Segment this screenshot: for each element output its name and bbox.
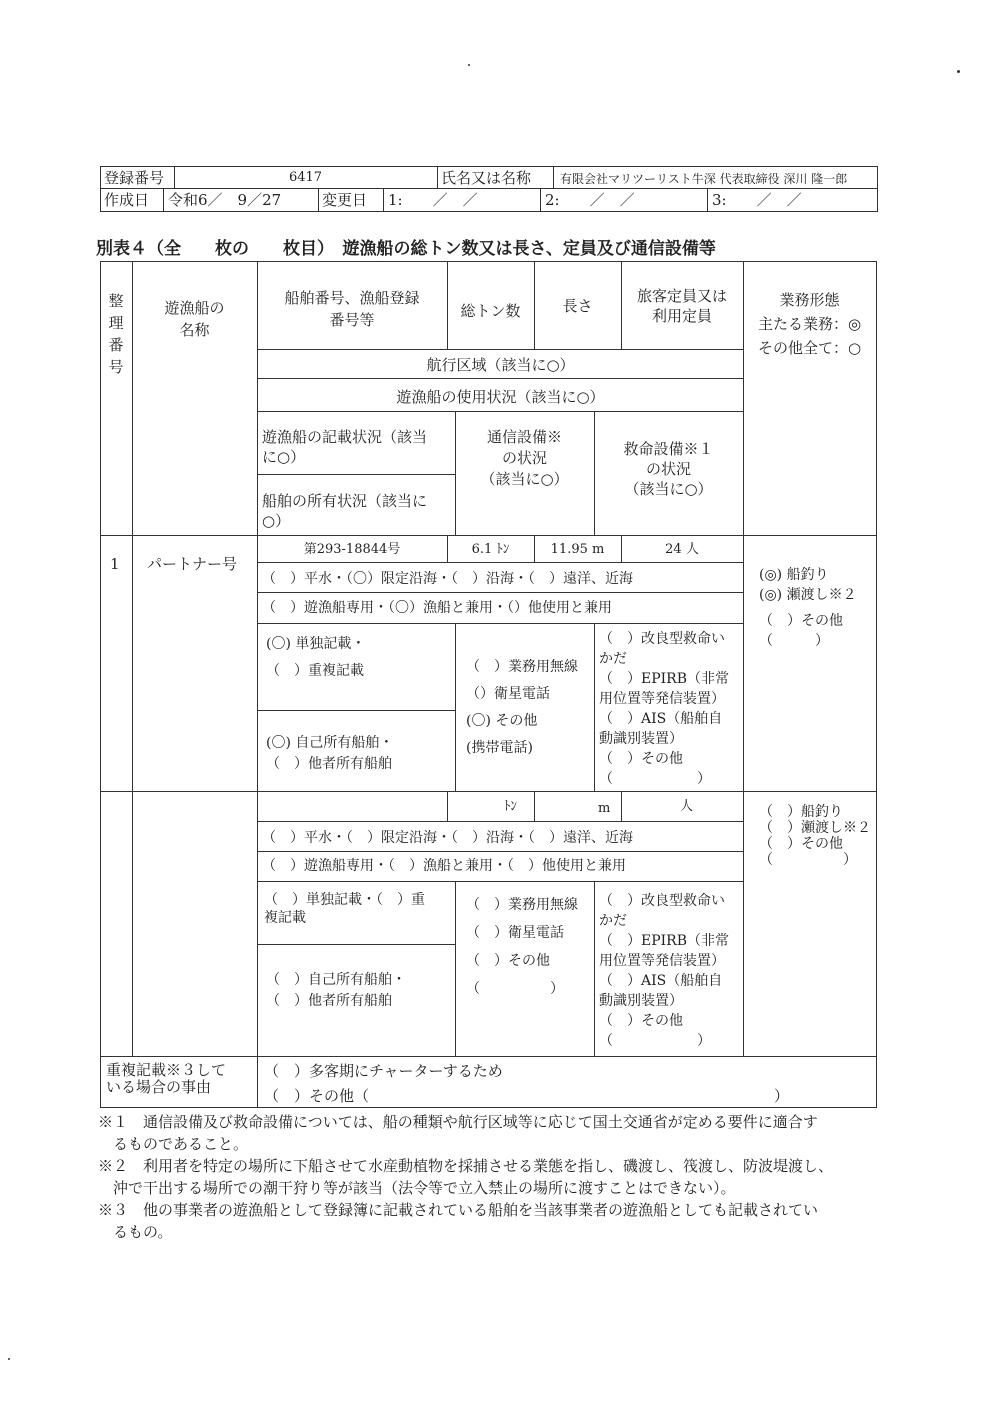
entry2-tonnage: ﾄﾝ	[504, 799, 517, 814]
entry2-business: （ ）船釣り （ ）瀬渡し※２ （ ）その他 （ ）	[759, 804, 871, 868]
col-seq: 整 理 番 号	[108, 292, 124, 376]
col-business: 業務形態 主たる業務：◎ その他全て：○	[757, 291, 862, 357]
reg-value: 6417	[288, 170, 323, 185]
col-comm: 通信設備※ の状況 （該当に○）	[480, 428, 569, 488]
col-ship-no: 船舶番号、漁船登録 番号等	[284, 289, 420, 329]
changed-label: 変更日	[322, 191, 368, 209]
entry2-capacity: 人	[680, 799, 694, 814]
col-ownership: 船舶の所有状況（該当に ○）	[262, 492, 428, 530]
entry1-seq: 1	[110, 555, 120, 573]
footnote-line: ※２ 利用者を特定の場所に下船させて水産動植物を採捕させる業態を指し、磯渡し、筏渡し、防波堤渡し、	[98, 1157, 834, 1175]
entry1-comm: （ ）業務用無線 （）衛星電話 (〇) その他 (携帯電話)	[466, 659, 578, 756]
entry2-usage: （ ）遊漁船専用・（ ）漁船と兼用・（ ）他使用と兼用	[262, 858, 626, 874]
entry2-ownership: （ ）自己所有船舶・ （ ）他者所有船舶	[266, 972, 406, 1009]
footnote-line: ※１ 通信設備及び救命設備については、船の種類や航行区域等に応じて国土交通省が定める要件に適合す	[98, 1113, 818, 1131]
col-capacity: 旅客定員又は 利用定員	[636, 287, 727, 325]
entry2-listing: （ ）単独記載・（ ）重 複記載	[264, 892, 425, 926]
footnotes	[98, 1111, 833, 1243]
change-1: 1: ／ ／	[388, 191, 478, 209]
reg-label: 登録番号	[104, 169, 165, 187]
duplicate-option-charter: （ ）多客期にチャーターするため	[264, 1062, 503, 1080]
entry2-comm: （ ）業務用無線 （ ）衛星電話 （ ）その他 （ ）	[466, 897, 578, 997]
change-2: 2: ／ ／	[545, 191, 635, 209]
footnote-line: ※３ 他の事業者の遊漁船として登録簿に記載されている船舶を当該事業者の遊漁船としても記載されてい	[98, 1201, 819, 1219]
col-listing: 遊漁船の記載状況（該当 に○）	[262, 428, 428, 466]
name-value: 有限会社マリツーリスト牛深 代表取締役 深川 隆一郎	[560, 172, 848, 186]
col-tonnage: 総トン数	[460, 302, 521, 320]
entry1-rescue: （ ）改良型救命い かだ （ ）EPIRB（非常 用位置等発信装置） （ ）AIS（船舶自 動識別装置） （ ）その他 （ ）	[599, 631, 729, 787]
entry1-length: 11.95 m	[550, 542, 605, 557]
footnote-line: るものであること。	[98, 1135, 249, 1153]
col-usage: 遊漁船の使用状況（該当に○）	[396, 388, 605, 406]
col-length: 長さ	[562, 297, 593, 315]
duplicate-label: 重複記載※３して いる場合の事由	[106, 1061, 227, 1096]
scan-speck	[957, 70, 960, 73]
entry2-area: （ ）平水・（ ）限定沿海・（ ）沿海・（ ）遠洋、近海	[262, 830, 633, 846]
entry2-length: m	[598, 801, 611, 816]
page-title: 別表４（全 枚の 枚目） 遊漁船の総トン数又は長さ、定員及び通信設備等	[96, 239, 716, 259]
entry1-listing: (〇) 単独記載・ （ ）重複記載	[266, 636, 366, 679]
entry1-capacity: 24 人	[665, 542, 699, 557]
entry1-area: （ ）平水・（〇）限定沿海・（ ）沿海・（ ）遠洋、近海	[262, 571, 633, 587]
col-boat-name: 遊漁船の 名称	[164, 299, 225, 339]
footnote-line: 沖で干出する場所での潮干狩り等が該当（法令等で立入禁止の場所に渡すことはできない）。	[98, 1179, 736, 1197]
entry1-name: パートナー号	[147, 555, 238, 573]
entry2-rescue: （ ）改良型救命い かだ （ ）EPIRB（非常 用位置等発信装置） （ ）AIS（船舶自 動識別装置） （ ）その他 （ ）	[599, 893, 729, 1049]
entry1-usage: （ ）遊漁船専用・（〇）漁船と兼用・（）他使用と兼用	[262, 600, 612, 616]
scan-speck	[8, 1358, 10, 1360]
created-value: 令和6／ 9／27	[168, 191, 282, 209]
scan-speck	[468, 64, 470, 66]
name-label: 氏名又は名称	[441, 169, 532, 187]
entry1-ship-no: 第293-18844号	[303, 542, 401, 557]
duplicate-option-other: （ ）その他（ ）	[264, 1087, 790, 1105]
col-rescue: 救命設備※１ の状況 （該当に○）	[623, 440, 714, 498]
footnote-line: るもの。	[98, 1223, 173, 1241]
change-3: 3: ／ ／	[712, 191, 802, 209]
entry1-tonnage: 6.1 ﾄﾝ	[471, 542, 510, 557]
entry1-business: (◎) 船釣り (◎) 瀬渡し※２ （ ）その他 （ ）	[759, 567, 857, 649]
entry1-ownership: (〇) 自己所有船舶・ （ ）他者所有船舶	[266, 735, 394, 772]
created-label: 作成日	[104, 191, 150, 209]
col-area: 航行区域（該当に○）	[426, 356, 575, 374]
